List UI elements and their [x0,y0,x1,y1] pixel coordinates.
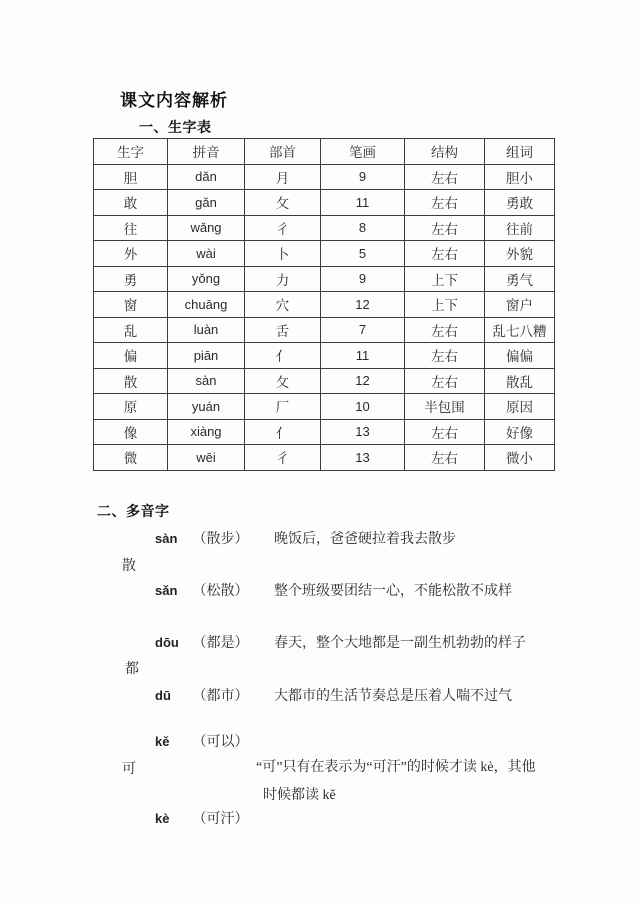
word-label: （可汗） [192,812,249,827]
vocab-table [93,138,555,471]
note-line-2: 时候都读 kě [263,788,336,803]
reading-line [155,528,456,548]
cell: 月 [245,164,321,190]
header-cell: 拼音 [168,139,245,165]
table-row [94,445,555,471]
pinyin-label: sàn [155,531,178,546]
word-label: （松散） [192,584,249,599]
cell: 左右 [405,241,485,267]
table-row [94,241,555,267]
header-cell: 生字 [94,139,168,165]
cell: 舌 [245,317,321,343]
cell: 好像 [485,419,555,445]
cell: 12 [321,368,405,394]
polyphone-character: 散 [122,559,136,574]
cell: xiàng [168,419,245,445]
word-label: （都市） [192,689,249,704]
reading-line [155,632,526,652]
cell: 9 [321,266,405,292]
cell: 微小 [485,445,555,471]
cell: 外 [94,241,168,267]
cell: 彳 [245,215,321,241]
cell: 左右 [405,215,485,241]
cell: 敢 [94,190,168,216]
note-line-1: “可”只有在表示为“可汗”的时候才读 kè，其他 [256,760,536,775]
table-row [94,343,555,369]
cell: dǎn [168,164,245,190]
cell: 偏 [94,343,168,369]
cell: sàn [168,368,245,394]
cell: 9 [321,164,405,190]
example-sentence: 春天，整个大地都是一副生机勃勃的样子 [274,636,526,651]
header-cell: 部首 [245,139,321,165]
table-row [94,215,555,241]
cell: 13 [321,419,405,445]
cell: 穴 [245,292,321,318]
cell: wǎng [168,215,245,241]
table-row [94,317,555,343]
table-row [94,394,555,420]
cell: 窗户 [485,292,555,318]
reading-line [155,580,512,600]
table-header-row [94,139,555,165]
cell: 偏偏 [485,343,555,369]
pinyin-label: sǎn [155,583,178,598]
cell: 散乱 [485,368,555,394]
cell: 像 [94,419,168,445]
cell: 彳 [245,445,321,471]
cell: 散 [94,368,168,394]
example-sentence: 晚饭后，爸爸硬拉着我去散步 [274,532,456,547]
table-row [94,368,555,394]
word-label: （散步） [192,532,249,547]
cell: 原 [94,394,168,420]
cell: 左右 [405,317,485,343]
cell: 上下 [405,266,485,292]
reading-line [155,731,257,751]
cell: 10 [321,394,405,420]
cell: yuán [168,394,245,420]
cell: 左右 [405,419,485,445]
section2-heading: 二、多音字 [97,505,170,520]
cell: 乱七八糟 [485,317,555,343]
cell: 往前 [485,215,555,241]
table-row [94,266,555,292]
cell: 往 [94,215,168,241]
cell: 厂 [245,394,321,420]
pinyin-label: kè [155,811,170,826]
table-row [94,419,555,445]
cell: 左右 [405,445,485,471]
header-cell: 组词 [485,139,555,165]
cell: yǒng [168,266,245,292]
cell: 勇敢 [485,190,555,216]
cell: chuāng [168,292,245,318]
cell: 13 [321,445,405,471]
polyphone-character: 可 [122,762,136,777]
header-cell: 笔画 [321,139,405,165]
cell: wēi [168,445,245,471]
cell: 上下 [405,292,485,318]
cell: 攵 [245,368,321,394]
table-row [94,190,555,216]
cell: wài [168,241,245,267]
cell: 8 [321,215,405,241]
cell: 勇气 [485,266,555,292]
cell: 力 [245,266,321,292]
cell: 左右 [405,190,485,216]
section1-heading: 一、生字表 [139,121,212,136]
cell: 微 [94,445,168,471]
cell: 窗 [94,292,168,318]
cell: 7 [321,317,405,343]
cell: 12 [321,292,405,318]
cell: luàn [168,317,245,343]
header-cell: 结构 [405,139,485,165]
cell: 左右 [405,164,485,190]
word-label: （可以） [192,735,249,750]
reading-line [155,808,257,828]
table-row [94,164,555,190]
cell: gǎn [168,190,245,216]
cell: 左右 [405,343,485,369]
cell: 胆 [94,164,168,190]
word-label: （都是） [192,636,249,651]
page-title: 课文内容解析 [120,91,228,110]
cell: 半包围 [405,394,485,420]
cell: 原因 [485,394,555,420]
polyphone-character: 都 [125,662,139,677]
cell: 外貌 [485,241,555,267]
cell: 5 [321,241,405,267]
cell: 卜 [245,241,321,267]
cell: piān [168,343,245,369]
cell: 11 [321,190,405,216]
pinyin-label: kě [155,734,170,749]
cell: 攵 [245,190,321,216]
cell: 亻 [245,343,321,369]
reading-line [155,685,512,705]
cell: 勇 [94,266,168,292]
example-sentence: 大都市的生活节奏总是压着人喘不过气 [274,689,512,704]
cell: 胆小 [485,164,555,190]
example-sentence: 整个班级要团结一心，不能松散不成样 [274,584,512,599]
pinyin-label: dū [155,688,171,703]
table-row [94,292,555,318]
cell: 乱 [94,317,168,343]
cell: 左右 [405,368,485,394]
cell: 亻 [245,419,321,445]
cell: 11 [321,343,405,369]
pinyin-label: dōu [155,635,179,650]
